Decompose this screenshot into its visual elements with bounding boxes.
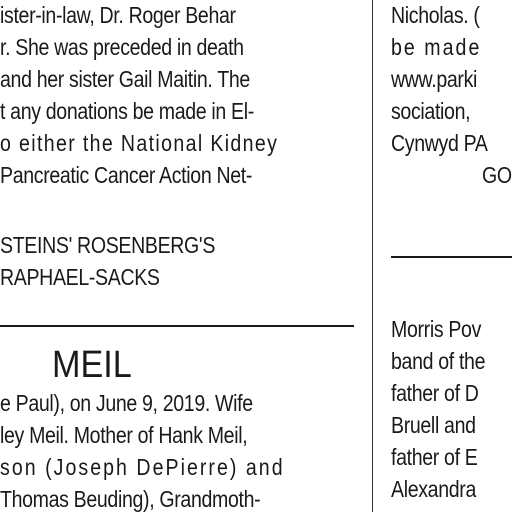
section-divider-left: [0, 325, 354, 327]
left-text-line-4: t any donations be made in El-: [0, 98, 254, 124]
right-text-line-11: father of E: [391, 444, 478, 470]
left-text-line-8: ley Meil. Mother of Hank Meil,: [0, 422, 248, 448]
right-text-line-5: Cynwyd PA: [391, 130, 488, 156]
funeral-home-line-2: RAPHAEL-SACKS: [0, 264, 160, 290]
right-text-line-4: sociation,: [391, 98, 471, 124]
right-text-line-12: Alexandra: [391, 476, 476, 502]
funeral-home-line-1: STEINS' ROSENBERG'S: [0, 232, 216, 258]
left-text-line-3: and her sister Gail Maitin. The: [0, 66, 250, 92]
left-text-line-7: e Paul), on June 9, 2019. Wife: [0, 390, 253, 416]
right-text-line-1: Nicholas. (: [391, 2, 480, 28]
right-text-line-2: be made: [391, 34, 482, 60]
left-text-line-5: o either the National Kidney: [0, 130, 279, 156]
left-text-line-1: ister-in-law, Dr. Roger Behar: [0, 2, 236, 28]
obituary-heading: MEIL: [52, 344, 132, 386]
right-text-line-9: father of D: [391, 380, 479, 406]
right-text-line-3: www.parki: [391, 66, 478, 92]
left-text-line-9: son (Joseph DePierre) and: [0, 454, 285, 480]
right-text-line-6: GO: [482, 162, 512, 188]
right-text-line-8: band of the: [391, 348, 486, 374]
left-text-line-2: r. She was preceded in death: [0, 34, 244, 60]
right-text-line-7: Morris Pov: [391, 316, 482, 342]
right-text-line-10: Bruell and: [391, 412, 476, 438]
section-divider-right: [391, 256, 512, 258]
left-text-line-6: Pancreatic Cancer Action Net-: [0, 162, 253, 188]
column-divider: [372, 0, 373, 512]
left-text-line-10: Thomas Beuding), Grandmoth-: [0, 486, 261, 512]
